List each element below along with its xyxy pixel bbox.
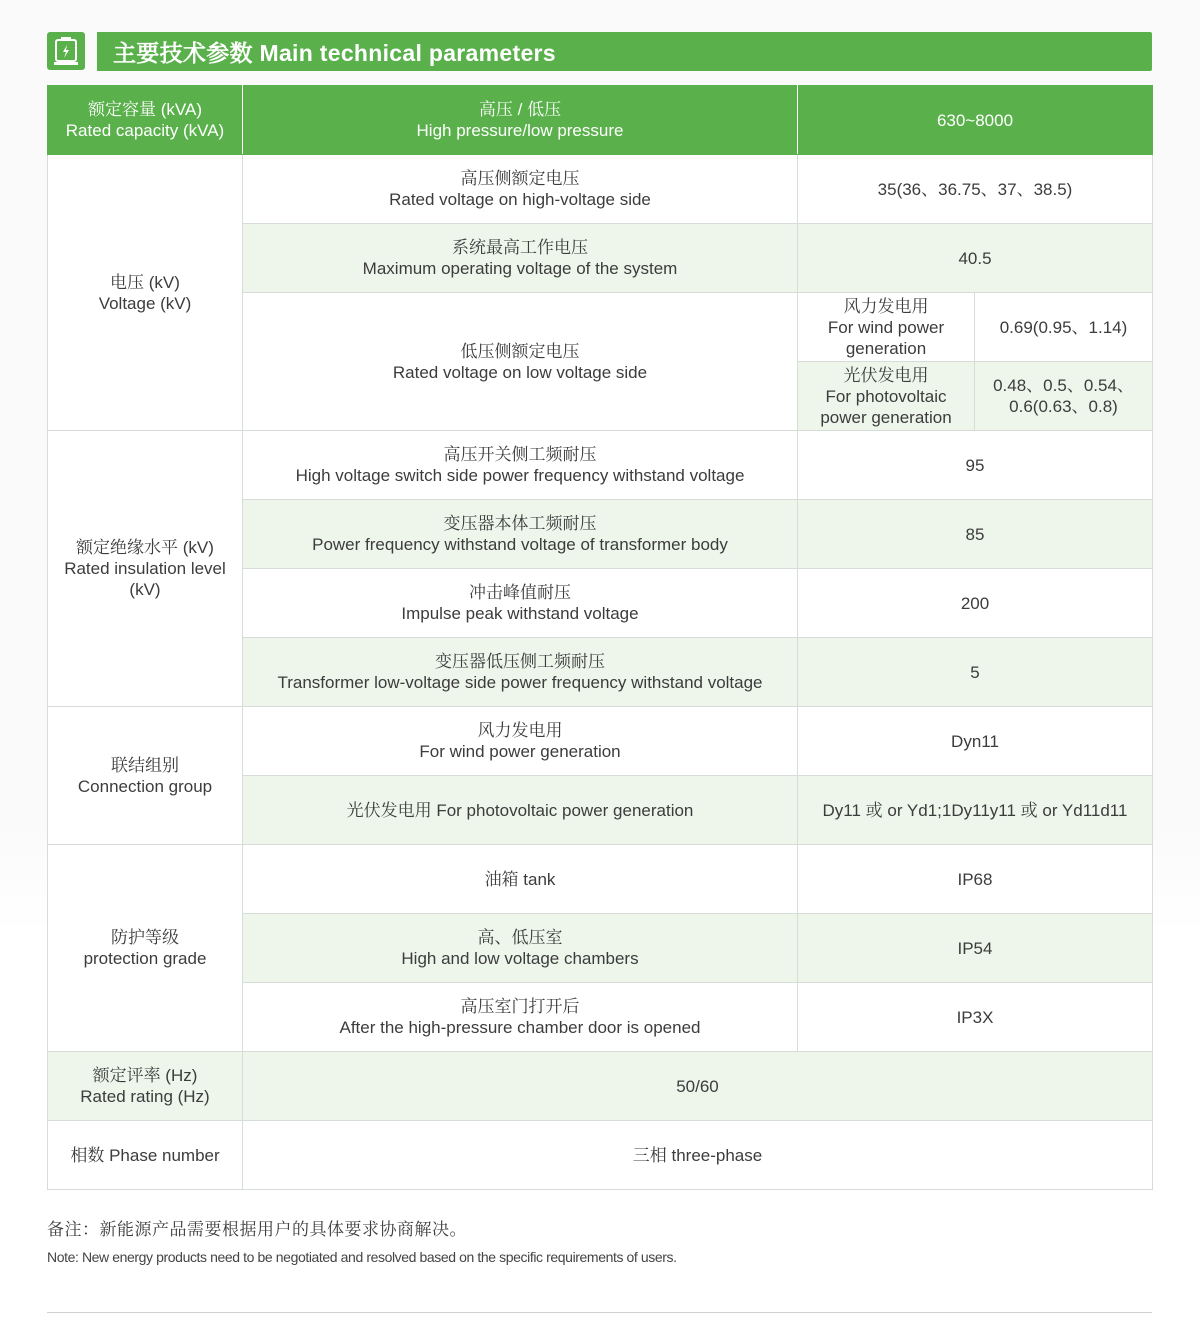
param-name: 变压器低压侧工频耐压 Transformer low-voltage side power frequency withstand voltage bbox=[243, 638, 798, 707]
param-name: 油箱 tank bbox=[243, 845, 798, 914]
param-value: IP54 bbox=[798, 914, 1153, 983]
param-name: 光伏发电用 For photovoltaic power generation bbox=[243, 776, 798, 845]
param-value: 0.69(0.95、1.14) bbox=[975, 293, 1153, 362]
param-name: 低压侧额定电压 Rated voltage on low voltage side bbox=[243, 293, 798, 431]
section-title: 主要技术参数 Main technical parameters bbox=[113, 40, 556, 66]
transformer-icon bbox=[47, 32, 85, 70]
param-name: 高压室门打开后 After the high-pressure chamber door is opened bbox=[243, 983, 798, 1052]
note-english: Note: New energy products need to be negotiated and resolved based on the specific requirements of users. bbox=[47, 1249, 677, 1265]
table-row bbox=[48, 707, 1153, 776]
param-name: 高压开关侧工频耐压 High voltage switch side power frequency withstand voltage bbox=[243, 431, 798, 500]
param-name: 变压器本体工频耐压 Power frequency withstand voltage of transformer body bbox=[243, 500, 798, 569]
param-value: 85 bbox=[798, 500, 1153, 569]
category-voltage: 电压 (kV) Voltage (kV) bbox=[48, 155, 243, 431]
category-rated-frequency: 额定评率 (Hz) Rated rating (Hz) bbox=[48, 1052, 243, 1121]
param-value: 35(36、36.75、37、38.5) bbox=[798, 155, 1153, 224]
param-value: 50/60 bbox=[243, 1052, 1153, 1121]
param-name: 高、低压室 High and low voltage chambers bbox=[243, 914, 798, 983]
sub-param-name: 风力发电用 For wind power generation bbox=[798, 293, 975, 362]
table-header-row bbox=[48, 86, 1153, 155]
param-name: 系统最高工作电压 Maximum operating voltage of the system bbox=[243, 224, 798, 293]
header-rated-capacity: 额定容量 (kVA) Rated capacity (kVA) bbox=[48, 86, 243, 155]
table-row bbox=[48, 431, 1153, 500]
param-value: 200 bbox=[798, 569, 1153, 638]
category-connection-group: 联结组别 Connection group bbox=[48, 707, 243, 845]
section-header bbox=[47, 32, 1152, 71]
table-row bbox=[48, 155, 1153, 224]
param-name: 风力发电用 For wind power generation bbox=[243, 707, 798, 776]
param-value: 0.48、0.5、0.54、 0.6(0.63、0.8) bbox=[975, 362, 1153, 431]
table-row bbox=[48, 845, 1153, 914]
header-capacity-range: 630~8000 bbox=[798, 86, 1153, 155]
param-value: 95 bbox=[798, 431, 1153, 500]
table-row bbox=[48, 1052, 1153, 1121]
param-value: IP3X bbox=[798, 983, 1153, 1052]
header-high-low-pressure: 高压 / 低压 High pressure/low pressure bbox=[243, 86, 798, 155]
param-value: 三相 three-phase bbox=[243, 1121, 1153, 1190]
param-value: Dy11 或 or Yd1;1Dy11y11 或 or Yd11d11 bbox=[798, 776, 1153, 845]
category-phase-number: 相数 Phase number bbox=[48, 1121, 243, 1190]
param-value: Dyn11 bbox=[798, 707, 1153, 776]
param-name: 冲击峰值耐压 Impulse peak withstand voltage bbox=[243, 569, 798, 638]
note bbox=[47, 1215, 677, 1265]
sub-param-name: 光伏发电用 For photovoltaic power generation bbox=[798, 362, 975, 431]
footer-divider bbox=[47, 1312, 1152, 1313]
parameters-table bbox=[47, 85, 1153, 1190]
param-value: 40.5 bbox=[798, 224, 1153, 293]
header-bar bbox=[97, 32, 1152, 71]
param-name: 高压侧额定电压 Rated voltage on high-voltage side bbox=[243, 155, 798, 224]
note-chinese: 备注：新能源产品需要根据用户的具体要求协商解决。 bbox=[47, 1220, 467, 1239]
table-row bbox=[48, 1121, 1153, 1190]
param-value: IP68 bbox=[798, 845, 1153, 914]
category-protection-grade: 防护等级 protection grade bbox=[48, 845, 243, 1052]
param-value: 5 bbox=[798, 638, 1153, 707]
category-insulation: 额定绝缘水平 (kV) Rated insulation level (kV) bbox=[48, 431, 243, 707]
